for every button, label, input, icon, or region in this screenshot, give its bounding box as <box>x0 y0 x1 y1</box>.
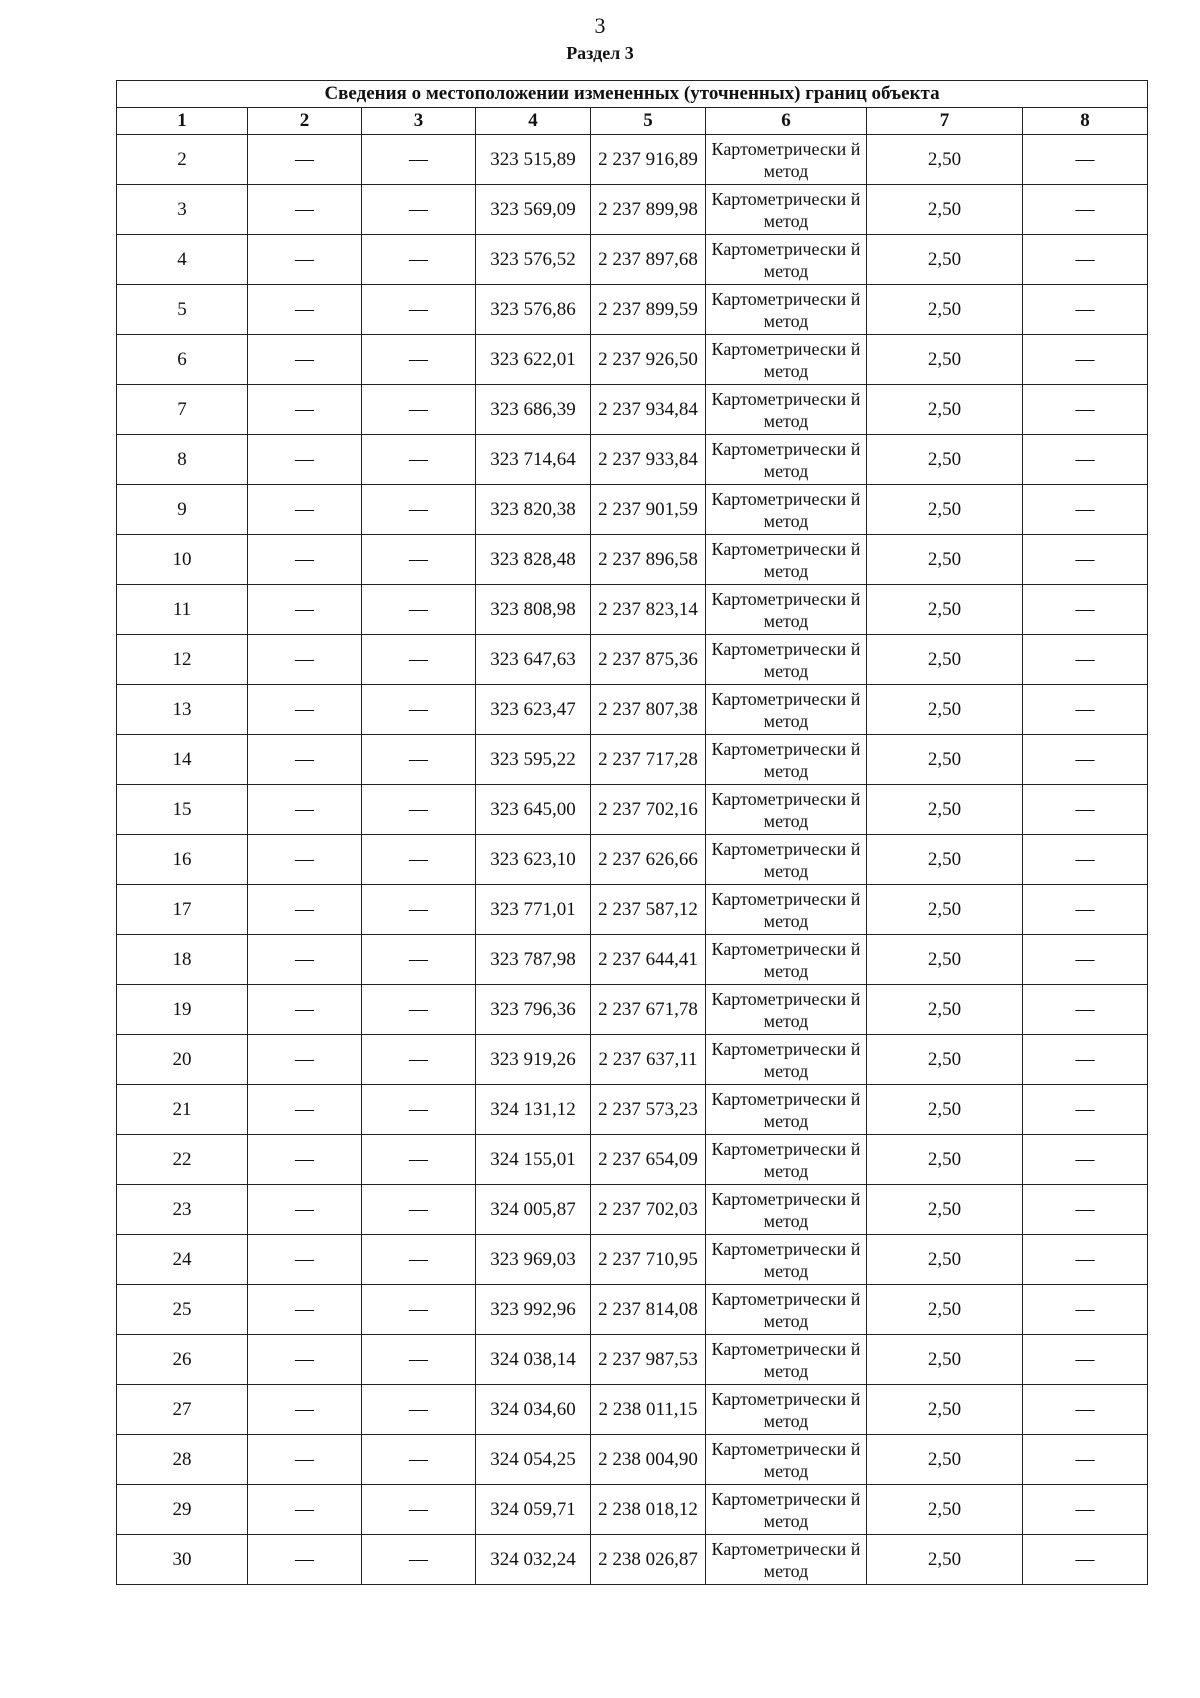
column-header: 8 <box>1023 108 1148 135</box>
table-row <box>117 185 1148 235</box>
col-8-value-cell: — <box>1023 285 1148 335</box>
point-number-cell: 13 <box>117 685 248 735</box>
col-8-value-cell: — <box>1023 485 1148 535</box>
col-2-value-cell: — <box>248 835 362 885</box>
col-2-value-cell: — <box>248 985 362 1035</box>
point-number-cell: 23 <box>117 1185 248 1235</box>
col-8-value-cell: — <box>1023 835 1148 885</box>
x-coordinate-cell: 323 569,09 <box>476 185 591 235</box>
method-cell: Картометрически й метод <box>706 185 867 235</box>
accuracy-cell: 2,50 <box>867 1335 1023 1385</box>
y-coordinate-cell: 2 237 897,68 <box>591 235 706 285</box>
y-coordinate-cell: 2 237 626,66 <box>591 835 706 885</box>
point-number-cell: 16 <box>117 835 248 885</box>
method-cell: Картометрически й метод <box>706 135 867 185</box>
table-row <box>117 1335 1148 1385</box>
accuracy-cell: 2,50 <box>867 435 1023 485</box>
col-3-value-cell: — <box>362 335 476 385</box>
method-cell: Картометрически й метод <box>706 785 867 835</box>
col-8-value-cell: — <box>1023 985 1148 1035</box>
column-header: 7 <box>867 108 1023 135</box>
col-8-value-cell: — <box>1023 535 1148 585</box>
method-cell: Картометрически й метод <box>706 585 867 635</box>
y-coordinate-cell: 2 237 807,38 <box>591 685 706 735</box>
y-coordinate-cell: 2 237 926,50 <box>591 335 706 385</box>
y-coordinate-cell: 2 237 896,58 <box>591 535 706 585</box>
accuracy-cell: 2,50 <box>867 835 1023 885</box>
x-coordinate-cell: 324 054,25 <box>476 1435 591 1485</box>
table-row <box>117 835 1148 885</box>
col-2-value-cell: — <box>248 135 362 185</box>
table-row <box>117 1385 1148 1435</box>
table-row <box>117 535 1148 585</box>
x-coordinate-cell: 323 714,64 <box>476 435 591 485</box>
col-3-value-cell: — <box>362 285 476 335</box>
table-row <box>117 1485 1148 1535</box>
col-8-value-cell: — <box>1023 1085 1148 1135</box>
x-coordinate-cell: 323 820,38 <box>476 485 591 535</box>
table-row <box>117 1535 1148 1585</box>
table-row <box>117 785 1148 835</box>
method-cell: Картометрически й метод <box>706 335 867 385</box>
y-coordinate-cell: 2 237 671,78 <box>591 985 706 1035</box>
table-row <box>117 1435 1148 1485</box>
method-cell: Картометрически й метод <box>706 1235 867 1285</box>
method-cell: Картометрически й метод <box>706 385 867 435</box>
accuracy-cell: 2,50 <box>867 935 1023 985</box>
point-number-cell: 28 <box>117 1435 248 1485</box>
method-cell: Картометрически й метод <box>706 635 867 685</box>
col-8-value-cell: — <box>1023 1535 1148 1585</box>
method-cell: Картометрически й метод <box>706 435 867 485</box>
col-2-value-cell: — <box>248 385 362 435</box>
point-number-cell: 8 <box>117 435 248 485</box>
x-coordinate-cell: 323 771,01 <box>476 885 591 935</box>
table-row <box>117 1035 1148 1085</box>
col-2-value-cell: — <box>248 535 362 585</box>
col-3-value-cell: — <box>362 1485 476 1535</box>
accuracy-cell: 2,50 <box>867 335 1023 385</box>
col-8-value-cell: — <box>1023 935 1148 985</box>
accuracy-cell: 2,50 <box>867 485 1023 535</box>
col-2-value-cell: — <box>248 1085 362 1135</box>
col-2-value-cell: — <box>248 1385 362 1435</box>
column-header: 2 <box>248 108 362 135</box>
method-cell: Картометрически й метод <box>706 485 867 535</box>
column-header: 5 <box>591 108 706 135</box>
col-2-value-cell: — <box>248 1135 362 1185</box>
method-cell: Картометрически й метод <box>706 1135 867 1185</box>
x-coordinate-cell: 323 576,52 <box>476 235 591 285</box>
point-number-cell: 24 <box>117 1235 248 1285</box>
col-3-value-cell: — <box>362 635 476 685</box>
page-number: 3 <box>594 13 606 38</box>
col-8-value-cell: — <box>1023 785 1148 835</box>
accuracy-cell: 2,50 <box>867 1385 1023 1435</box>
accuracy-cell: 2,50 <box>867 635 1023 685</box>
point-number-cell: 30 <box>117 1535 248 1585</box>
point-number-cell: 20 <box>117 1035 248 1085</box>
y-coordinate-cell: 2 238 026,87 <box>591 1535 706 1585</box>
method-cell: Картометрически й метод <box>706 1085 867 1135</box>
col-8-value-cell: — <box>1023 735 1148 785</box>
point-number-cell: 11 <box>117 585 248 635</box>
col-2-value-cell: — <box>248 335 362 385</box>
column-header: 4 <box>476 108 591 135</box>
x-coordinate-cell: 323 515,89 <box>476 135 591 185</box>
method-cell: Картометрически й метод <box>706 1335 867 1385</box>
point-number-cell: 7 <box>117 385 248 435</box>
col-3-value-cell: — <box>362 985 476 1035</box>
col-8-value-cell: — <box>1023 185 1148 235</box>
y-coordinate-cell: 2 237 654,09 <box>591 1135 706 1185</box>
method-cell: Картометрически й метод <box>706 985 867 1035</box>
point-number-cell: 5 <box>117 285 248 335</box>
table-row <box>117 1185 1148 1235</box>
accuracy-cell: 2,50 <box>867 285 1023 335</box>
table-row <box>117 635 1148 685</box>
method-cell: Картометрически й метод <box>706 1385 867 1435</box>
method-cell: Картометрически й метод <box>706 1285 867 1335</box>
column-number-row <box>117 108 1148 135</box>
x-coordinate-cell: 323 787,98 <box>476 935 591 985</box>
y-coordinate-cell: 2 237 934,84 <box>591 385 706 435</box>
column-header: 3 <box>362 108 476 135</box>
col-3-value-cell: — <box>362 585 476 635</box>
col-3-value-cell: — <box>362 235 476 285</box>
method-cell: Картометрически й метод <box>706 535 867 585</box>
y-coordinate-cell: 2 238 004,90 <box>591 1435 706 1485</box>
accuracy-cell: 2,50 <box>867 885 1023 935</box>
accuracy-cell: 2,50 <box>867 135 1023 185</box>
col-8-value-cell: — <box>1023 585 1148 635</box>
table-row <box>117 435 1148 485</box>
table-row <box>117 1135 1148 1185</box>
point-number-cell: 26 <box>117 1335 248 1385</box>
point-number-cell: 6 <box>117 335 248 385</box>
table-row <box>117 135 1148 185</box>
table-row <box>117 585 1148 635</box>
accuracy-cell: 2,50 <box>867 1435 1023 1485</box>
x-coordinate-cell: 323 647,63 <box>476 635 591 685</box>
point-number-cell: 25 <box>117 1285 248 1335</box>
col-2-value-cell: — <box>248 635 362 685</box>
table-row <box>117 885 1148 935</box>
col-2-value-cell: — <box>248 1235 362 1285</box>
col-2-value-cell: — <box>248 285 362 335</box>
col-2-value-cell: — <box>248 235 362 285</box>
col-3-value-cell: — <box>362 735 476 785</box>
y-coordinate-cell: 2 237 899,98 <box>591 185 706 235</box>
y-coordinate-cell: 2 238 018,12 <box>591 1485 706 1535</box>
point-number-cell: 21 <box>117 1085 248 1135</box>
col-3-value-cell: — <box>362 1135 476 1185</box>
y-coordinate-cell: 2 237 637,11 <box>591 1035 706 1085</box>
accuracy-cell: 2,50 <box>867 385 1023 435</box>
table-row <box>117 335 1148 385</box>
method-cell: Картометрически й метод <box>706 885 867 935</box>
y-coordinate-cell: 2 237 901,59 <box>591 485 706 535</box>
y-coordinate-cell: 2 237 702,16 <box>591 785 706 835</box>
accuracy-cell: 2,50 <box>867 685 1023 735</box>
accuracy-cell: 2,50 <box>867 185 1023 235</box>
col-8-value-cell: — <box>1023 385 1148 435</box>
table-row <box>117 685 1148 735</box>
y-coordinate-cell: 2 237 823,14 <box>591 585 706 635</box>
col-2-value-cell: — <box>248 1535 362 1585</box>
col-8-value-cell: — <box>1023 1485 1148 1535</box>
point-number-cell: 3 <box>117 185 248 235</box>
x-coordinate-cell: 323 808,98 <box>476 585 591 635</box>
accuracy-cell: 2,50 <box>867 785 1023 835</box>
col-2-value-cell: — <box>248 935 362 985</box>
y-coordinate-cell: 2 237 710,95 <box>591 1235 706 1285</box>
col-8-value-cell: — <box>1023 1285 1148 1335</box>
x-coordinate-cell: 323 622,01 <box>476 335 591 385</box>
col-3-value-cell: — <box>362 835 476 885</box>
y-coordinate-cell: 2 237 587,12 <box>591 885 706 935</box>
accuracy-cell: 2,50 <box>867 585 1023 635</box>
y-coordinate-cell: 2 237 702,03 <box>591 1185 706 1235</box>
accuracy-cell: 2,50 <box>867 1185 1023 1235</box>
accuracy-cell: 2,50 <box>867 1535 1023 1585</box>
col-3-value-cell: — <box>362 185 476 235</box>
x-coordinate-cell: 323 576,86 <box>476 285 591 335</box>
col-8-value-cell: — <box>1023 685 1148 735</box>
col-8-value-cell: — <box>1023 235 1148 285</box>
point-number-cell: 17 <box>117 885 248 935</box>
x-coordinate-cell: 323 595,22 <box>476 735 591 785</box>
x-coordinate-cell: 323 686,39 <box>476 385 591 435</box>
point-number-cell: 14 <box>117 735 248 785</box>
col-3-value-cell: — <box>362 485 476 535</box>
accuracy-cell: 2,50 <box>867 235 1023 285</box>
section-title: Раздел 3 <box>566 43 634 63</box>
accuracy-cell: 2,50 <box>867 1485 1023 1535</box>
table-row <box>117 1085 1148 1135</box>
table-row <box>117 485 1148 535</box>
column-header: 6 <box>706 108 867 135</box>
x-coordinate-cell: 324 032,24 <box>476 1535 591 1585</box>
accuracy-cell: 2,50 <box>867 985 1023 1035</box>
col-2-value-cell: — <box>248 585 362 635</box>
method-cell: Картометрически й метод <box>706 735 867 785</box>
col-2-value-cell: — <box>248 1185 362 1235</box>
boundary-coordinates-table <box>116 80 1148 1585</box>
x-coordinate-cell: 324 155,01 <box>476 1135 591 1185</box>
method-cell: Картометрически й метод <box>706 685 867 735</box>
accuracy-cell: 2,50 <box>867 1085 1023 1135</box>
accuracy-cell: 2,50 <box>867 735 1023 785</box>
y-coordinate-cell: 2 237 573,23 <box>591 1085 706 1135</box>
col-3-value-cell: — <box>362 1085 476 1135</box>
point-number-cell: 22 <box>117 1135 248 1185</box>
col-2-value-cell: — <box>248 1285 362 1335</box>
x-coordinate-cell: 323 796,36 <box>476 985 591 1035</box>
point-number-cell: 9 <box>117 485 248 535</box>
col-3-value-cell: — <box>362 1035 476 1085</box>
table-row <box>117 385 1148 435</box>
x-coordinate-cell: 324 059,71 <box>476 1485 591 1535</box>
col-8-value-cell: — <box>1023 1435 1148 1485</box>
x-coordinate-cell: 323 828,48 <box>476 535 591 585</box>
col-3-value-cell: — <box>362 685 476 735</box>
table-row <box>117 935 1148 985</box>
accuracy-cell: 2,50 <box>867 1135 1023 1185</box>
col-8-value-cell: — <box>1023 135 1148 185</box>
method-cell: Картометрически й метод <box>706 1535 867 1585</box>
table-row <box>117 1235 1148 1285</box>
point-number-cell: 27 <box>117 1385 248 1435</box>
col-3-value-cell: — <box>362 1335 476 1385</box>
y-coordinate-cell: 2 237 987,53 <box>591 1335 706 1385</box>
accuracy-cell: 2,50 <box>867 1235 1023 1285</box>
col-8-value-cell: — <box>1023 635 1148 685</box>
method-cell: Картометрически й метод <box>706 235 867 285</box>
col-3-value-cell: — <box>362 1185 476 1235</box>
table-body <box>117 135 1148 1585</box>
column-header: 1 <box>117 108 248 135</box>
y-coordinate-cell: 2 238 011,15 <box>591 1385 706 1435</box>
x-coordinate-cell: 324 005,87 <box>476 1185 591 1235</box>
col-2-value-cell: — <box>248 1435 362 1485</box>
col-2-value-cell: — <box>248 185 362 235</box>
x-coordinate-cell: 324 038,14 <box>476 1335 591 1385</box>
point-number-cell: 12 <box>117 635 248 685</box>
col-2-value-cell: — <box>248 1035 362 1085</box>
col-2-value-cell: — <box>248 885 362 935</box>
method-cell: Картометрически й метод <box>706 1435 867 1485</box>
col-8-value-cell: — <box>1023 1035 1148 1085</box>
accuracy-cell: 2,50 <box>867 1285 1023 1335</box>
method-cell: Картометрически й метод <box>706 1485 867 1535</box>
col-3-value-cell: — <box>362 135 476 185</box>
x-coordinate-cell: 323 969,03 <box>476 1235 591 1285</box>
y-coordinate-cell: 2 237 875,36 <box>591 635 706 685</box>
col-8-value-cell: — <box>1023 1335 1148 1385</box>
col-8-value-cell: — <box>1023 1185 1148 1235</box>
point-number-cell: 4 <box>117 235 248 285</box>
col-2-value-cell: — <box>248 1335 362 1385</box>
col-3-value-cell: — <box>362 935 476 985</box>
point-number-cell: 19 <box>117 985 248 1035</box>
x-coordinate-cell: 323 623,10 <box>476 835 591 885</box>
accuracy-cell: 2,50 <box>867 1035 1023 1085</box>
col-2-value-cell: — <box>248 685 362 735</box>
method-cell: Картометрически й метод <box>706 835 867 885</box>
table-row <box>117 235 1148 285</box>
col-2-value-cell: — <box>248 1485 362 1535</box>
x-coordinate-cell: 323 623,47 <box>476 685 591 735</box>
point-number-cell: 18 <box>117 935 248 985</box>
table-row <box>117 985 1148 1035</box>
method-cell: Картометрически й метод <box>706 1035 867 1085</box>
y-coordinate-cell: 2 237 814,08 <box>591 1285 706 1335</box>
col-2-value-cell: — <box>248 485 362 535</box>
x-coordinate-cell: 323 645,00 <box>476 785 591 835</box>
method-cell: Картометрически й метод <box>706 285 867 335</box>
table-row <box>117 1285 1148 1335</box>
table-caption: Сведения о местоположении измененных (уточненных) границ объекта <box>117 81 1148 108</box>
col-3-value-cell: — <box>362 1385 476 1435</box>
point-number-cell: 15 <box>117 785 248 835</box>
y-coordinate-cell: 2 237 899,59 <box>591 285 706 335</box>
x-coordinate-cell: 323 919,26 <box>476 1035 591 1085</box>
col-8-value-cell: — <box>1023 1235 1148 1285</box>
col-3-value-cell: — <box>362 1285 476 1335</box>
col-3-value-cell: — <box>362 385 476 435</box>
y-coordinate-cell: 2 237 916,89 <box>591 135 706 185</box>
method-cell: Картометрически й метод <box>706 935 867 985</box>
col-8-value-cell: — <box>1023 1135 1148 1185</box>
col-8-value-cell: — <box>1023 885 1148 935</box>
col-3-value-cell: — <box>362 885 476 935</box>
col-3-value-cell: — <box>362 1435 476 1485</box>
x-coordinate-cell: 324 034,60 <box>476 1385 591 1435</box>
accuracy-cell: 2,50 <box>867 535 1023 585</box>
y-coordinate-cell: 2 237 933,84 <box>591 435 706 485</box>
col-8-value-cell: — <box>1023 335 1148 385</box>
point-number-cell: 10 <box>117 535 248 585</box>
method-cell: Картометрически й метод <box>706 1185 867 1235</box>
col-3-value-cell: — <box>362 1235 476 1285</box>
table-row <box>117 285 1148 335</box>
x-coordinate-cell: 324 131,12 <box>476 1085 591 1135</box>
y-coordinate-cell: 2 237 717,28 <box>591 735 706 785</box>
col-3-value-cell: — <box>362 1535 476 1585</box>
col-3-value-cell: — <box>362 435 476 485</box>
col-2-value-cell: — <box>248 435 362 485</box>
y-coordinate-cell: 2 237 644,41 <box>591 935 706 985</box>
col-3-value-cell: — <box>362 535 476 585</box>
table-row <box>117 735 1148 785</box>
col-2-value-cell: — <box>248 785 362 835</box>
col-8-value-cell: — <box>1023 1385 1148 1435</box>
col-8-value-cell: — <box>1023 435 1148 485</box>
point-number-cell: 2 <box>117 135 248 185</box>
x-coordinate-cell: 323 992,96 <box>476 1285 591 1335</box>
point-number-cell: 29 <box>117 1485 248 1535</box>
col-3-value-cell: — <box>362 785 476 835</box>
col-2-value-cell: — <box>248 735 362 785</box>
